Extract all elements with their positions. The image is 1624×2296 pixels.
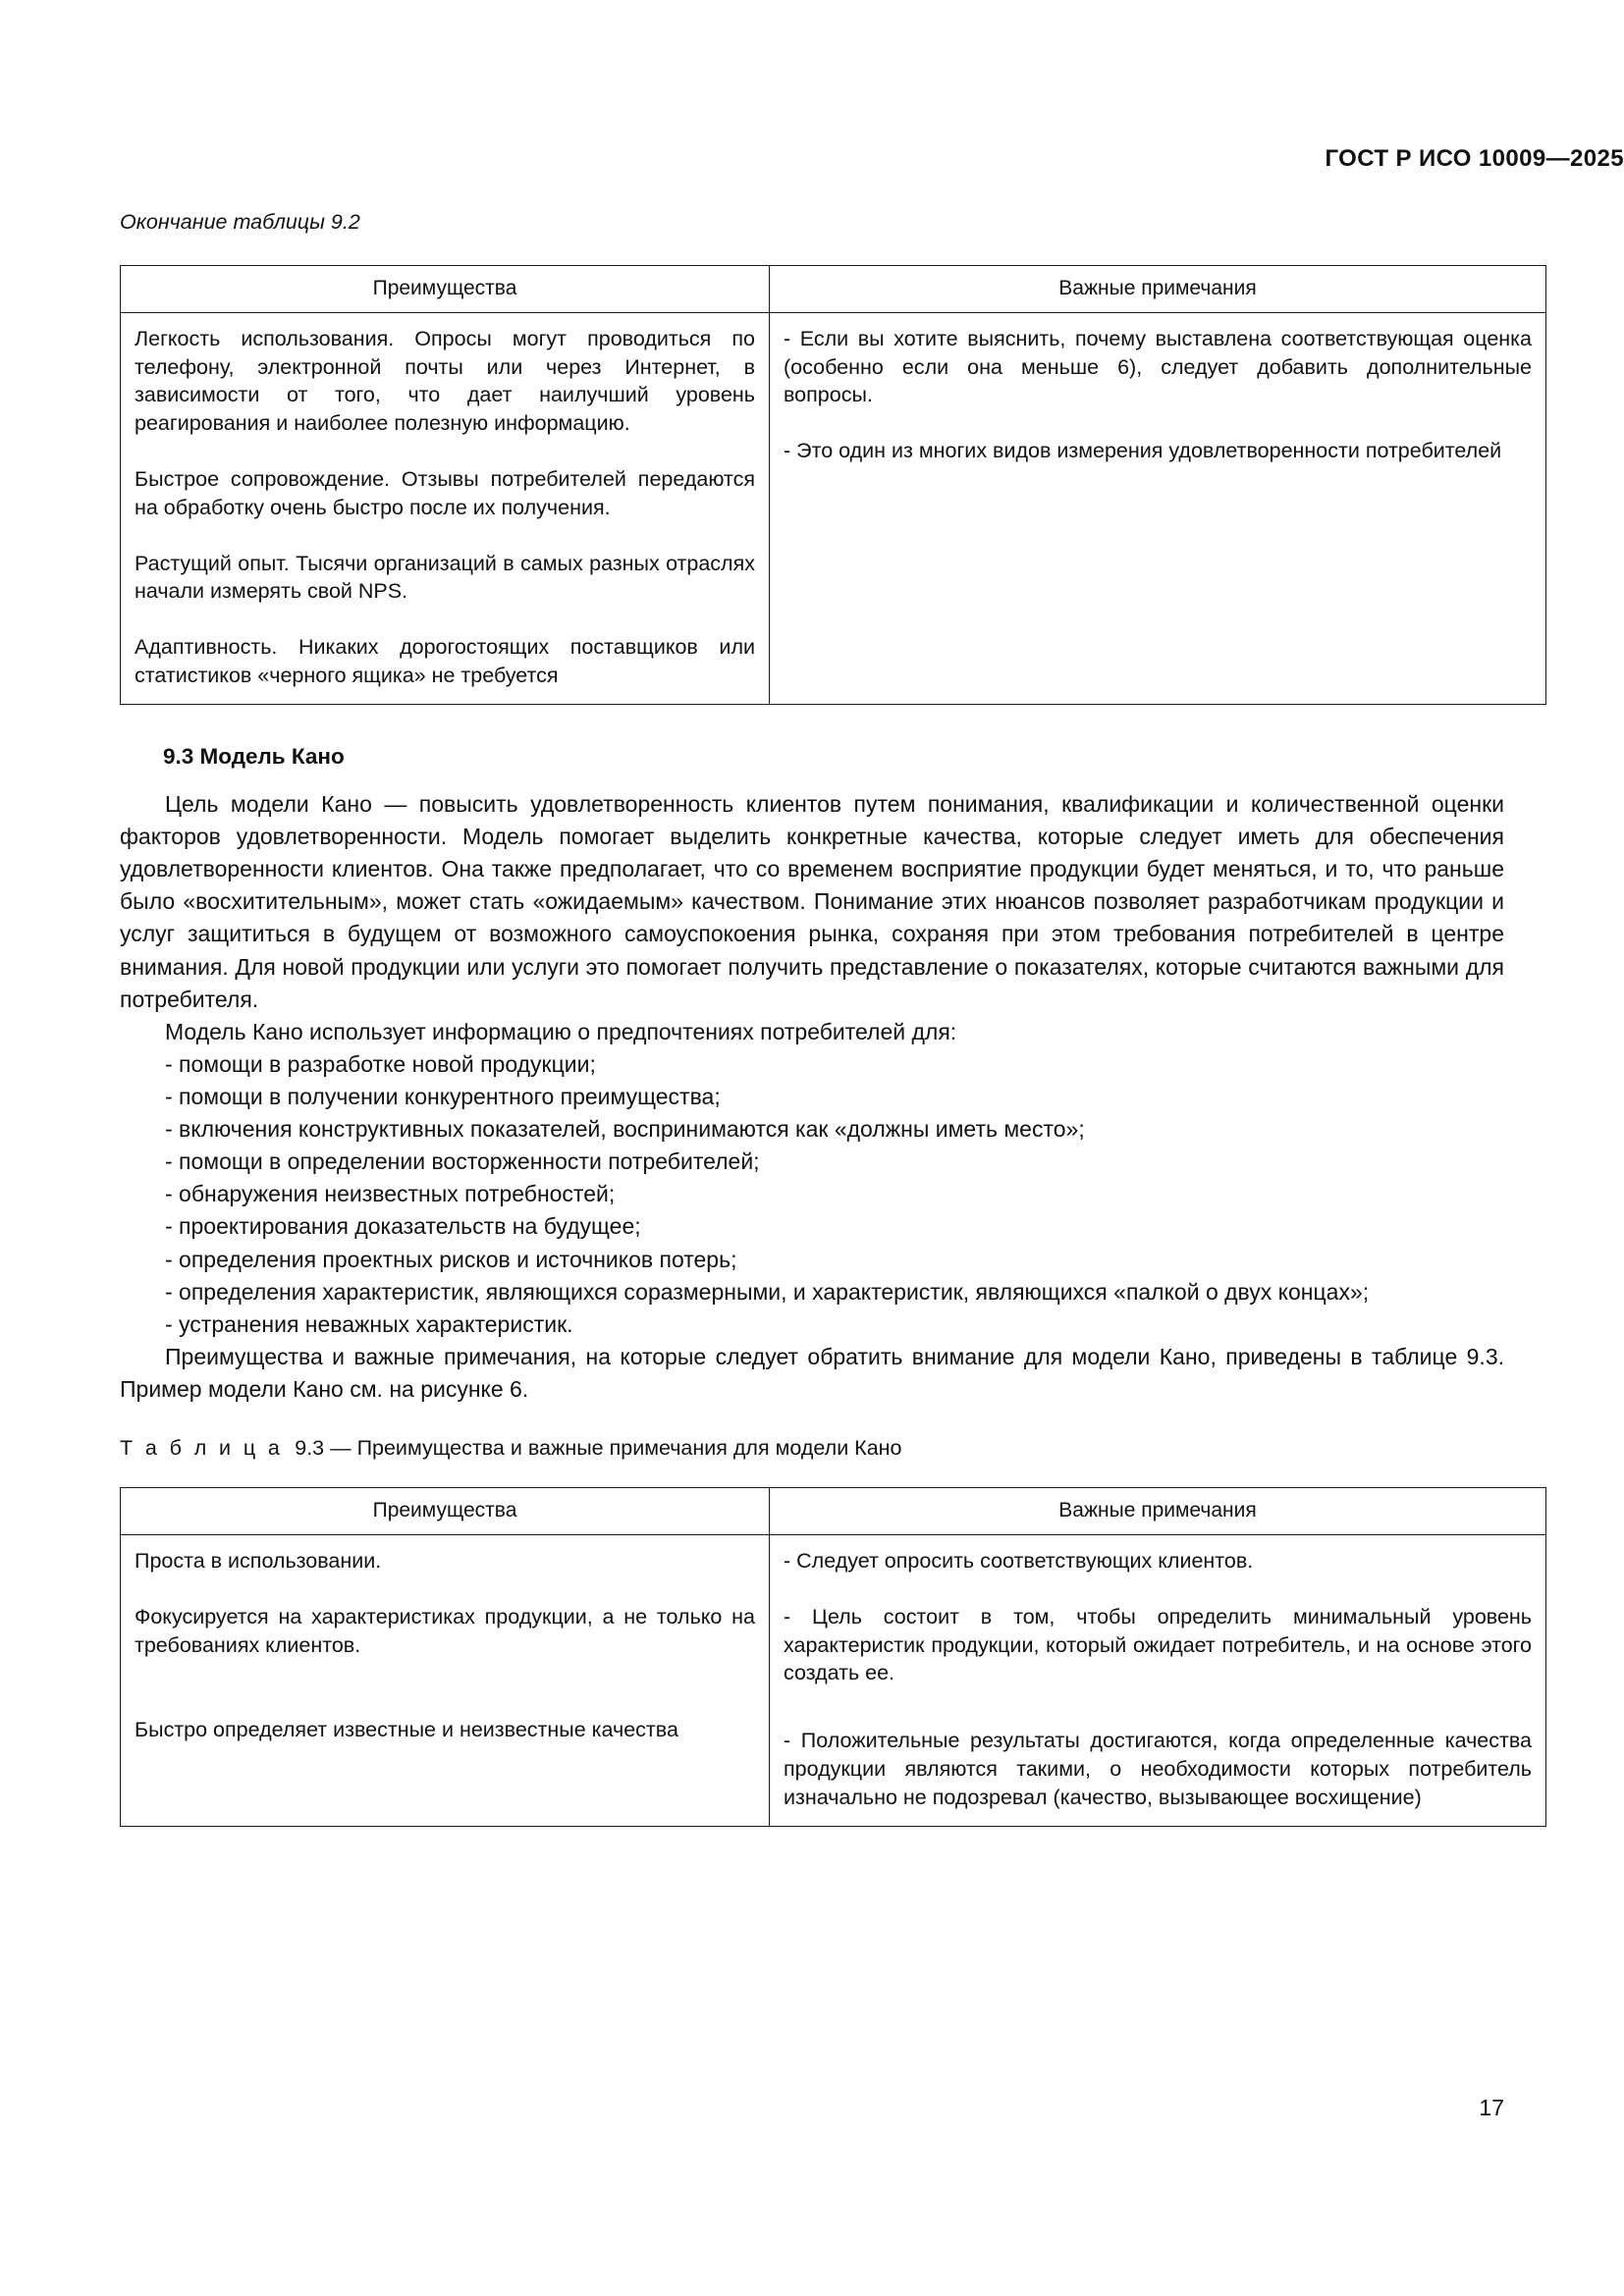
paragraph-kano-usage: Модель Кано использует информацию о предпочтениях потребителей для: bbox=[165, 1018, 957, 1044]
page-content bbox=[120, 145, 1532, 1827]
advantage-item: Проста в использовании. bbox=[135, 1548, 382, 1573]
table-row bbox=[121, 312, 1546, 704]
cell-advantages bbox=[121, 1534, 770, 1826]
advantage-item: Быстро определяет известные и неизвестные качества bbox=[135, 1718, 678, 1742]
cell-advantages bbox=[121, 312, 770, 704]
table-caption-text: 9.3 — Преимущества и важные примечания для модели Кано bbox=[295, 1436, 902, 1461]
note-item: - Это один из многих видов измерения удовлетворенности потребителей bbox=[784, 439, 1502, 463]
list-item: - включения конструктивных показателей, воспринимаются как «должны иметь место»; bbox=[165, 1116, 1085, 1143]
column-header-notes: Важные примечания bbox=[770, 265, 1546, 312]
cell-notes bbox=[770, 312, 1546, 704]
table-header-row bbox=[121, 1487, 1546, 1534]
list-item: - помощи в разработке новой продукции; bbox=[165, 1050, 596, 1077]
column-header-notes: Важные примечания bbox=[770, 1487, 1546, 1534]
note-item: - Если вы хотите выяснить, почему выставлена соответствующая оценка (особенно если она меньше 6), следует добавить дополнительные вопросы. bbox=[784, 326, 1532, 407]
note-item: - Следует опросить соответствующих клиентов. bbox=[784, 1548, 1254, 1573]
advantage-item: Растущий опыт. Тысячи организаций в самых разных отраслях начали измерять свой NPS. bbox=[135, 551, 755, 604]
paragraph-kano-table-reference: Преимущества и важные примечания, на которые следует обратить внимание для модели Кано, приведены в таблице 9.3. Пример модели Кано см. на рисунке 6. bbox=[120, 1343, 1504, 1402]
advantage-item: Адаптивность. Никаких дорогостоящих поставщиков или статистиков «черного ящика» не требуется bbox=[135, 635, 755, 687]
advantage-item: Быстрое сопровождение. Отзывы потребителей передаются на обработку очень быстро после их получения. bbox=[135, 466, 755, 519]
kano-usage-list bbox=[120, 1048, 1504, 1341]
list-item: - определения проектных рисков и источников потерь; bbox=[165, 1246, 737, 1272]
section-heading-9-3: 9.3 Модель Кано bbox=[163, 743, 345, 769]
note-item: - Положительные результаты достигаются, когда определенные качества продукции являются такими, о необходимости которых потребитель изначально не подозревал (качество, вызывающее восхищение) bbox=[784, 1729, 1532, 1809]
advantage-item: Фокусируется на характеристиках продукции, а не только на требованиях клиентов. bbox=[135, 1604, 755, 1657]
table-9-3 bbox=[120, 1487, 1546, 1827]
cell-notes bbox=[770, 1534, 1546, 1826]
table-9-3-caption bbox=[120, 1435, 1504, 1462]
running-head: ГОСТ Р ИСО 10009—2025 bbox=[1325, 145, 1624, 172]
paragraph-kano-purpose: Цель модели Кано — повысить удовлетворенность клиентов путем понимания, квалификации и количественной оценки факторов удовлетворенности. Модель помогает выделить конкретные качества, которые следует иметь для обеспечения удовлетворенности клиентов. Она также предполагает, что со временем восприятие продукции будет меняться, и то, что раньше было «восхитительным», может стать «ожидаемым» качеством. Понимание этих нюансов позволяет разработчикам продукции и услуг защититься в будущем от возможного самоуспокоения рынка, сохраняя при этом требования потребителей в центре внимания. Для новой продукции или услуги это помогает получить представление о показателях, которые считаются важными для потребителя. bbox=[120, 791, 1504, 1012]
list-item: - проектирования доказательств на будущее; bbox=[165, 1213, 641, 1240]
table-caption-label: Т а б л и ц а bbox=[120, 1436, 284, 1461]
column-header-advantages: Преимущества bbox=[121, 265, 770, 312]
list-item: - помощи в получении конкурентного преимущества; bbox=[165, 1084, 721, 1109]
note-item: - Цель состоит в том, чтобы определить минимальный уровень характеристик продукции, который ожидает потребитель, и на основе этого создать ее. bbox=[784, 1604, 1532, 1685]
page-number: 17 bbox=[1479, 2095, 1504, 2120]
list-item: - устранения неважных характеристик. bbox=[165, 1310, 573, 1337]
column-header-advantages: Преимущества bbox=[121, 1487, 770, 1534]
table-9-2 bbox=[120, 265, 1546, 705]
list-item: - помощи в определении восторженности потребителей; bbox=[165, 1148, 760, 1175]
table-continuation-caption: Окончание таблицы 9.2 bbox=[120, 210, 360, 234]
list-item: - обнаружения неизвестных потребностей; bbox=[165, 1181, 616, 1207]
table-header-row bbox=[121, 265, 1546, 312]
table-row bbox=[121, 1534, 1546, 1826]
list-item: - определения характеристик, являющихся соразмерными, и характеристик, являющихся «палкой о двух концах»; bbox=[165, 1278, 1370, 1305]
advantage-item: Легкость использования. Опросы могут проводиться по телефону, электронной почты или через Интернет, в зависимости от того, что дает наилучший уровень реагирования и наиболее полезную информацию. bbox=[135, 326, 755, 436]
